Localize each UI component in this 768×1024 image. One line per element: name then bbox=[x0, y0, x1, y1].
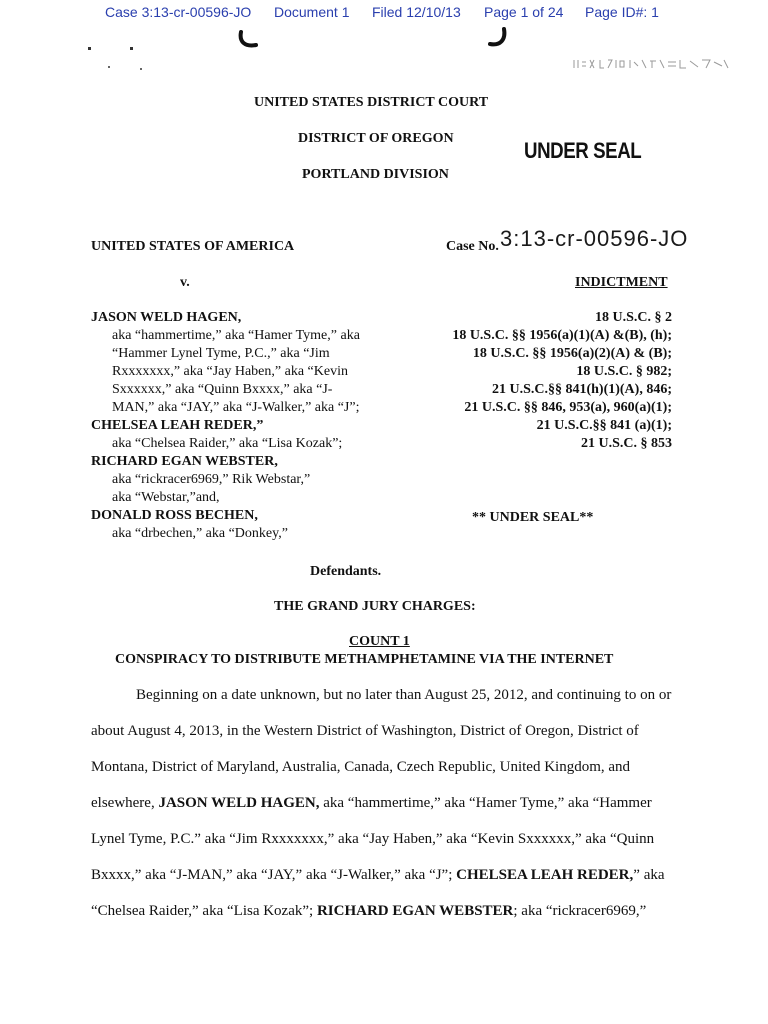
defendant-aka: “Hammer Lynel Tyme, P.C.,” aka “Jim bbox=[112, 346, 330, 361]
under-seal-note: ** UNDER SEAL** bbox=[472, 510, 594, 525]
defendant-name: RICHARD EGAN WEBSTER, bbox=[91, 454, 278, 469]
body-text: elsewhere, bbox=[91, 795, 159, 811]
scan-speck bbox=[130, 47, 133, 50]
case-number-label: Case No. bbox=[446, 239, 499, 254]
ecf-filed-date: Filed 12/10/13 bbox=[372, 4, 461, 20]
ecf-document: Document 1 bbox=[274, 4, 350, 20]
defendant-name: JASON WELD HAGEN, bbox=[91, 310, 242, 325]
body-defendant-name: JASON WELD HAGEN, bbox=[158, 795, 320, 811]
body-line-6 bbox=[91, 867, 665, 884]
court-district: DISTRICT OF OREGON bbox=[298, 131, 454, 146]
statute-citation: 21 U.S.C.§§ 841(h)(1)(A), 846; bbox=[491, 382, 672, 397]
statute-citation: 21 U.S.C. § 853 bbox=[580, 436, 672, 451]
body-line-5: Lynel Tyme, P.C.” aka “Jim Rxxxxxxx,” aka “Jay Haben,” aka “Kevin Sxxxxxx,” aka “Quinn bbox=[91, 831, 655, 847]
statute-citation: 18 U.S.C. § 982; bbox=[576, 364, 672, 379]
body-line-7 bbox=[91, 903, 646, 920]
plaintiff-name: UNITED STATES OF AMERICA bbox=[91, 239, 295, 254]
body-line-1: Beginning on a date unknown, but no later than August 25, 2012, and continuing to on or bbox=[136, 687, 672, 703]
faded-filing-stamp-icon bbox=[572, 56, 732, 72]
defendant-aka: aka “Chelsea Raider,” aka “Lisa Kozak”; bbox=[112, 436, 343, 451]
statute-citation: 21 U.S.C.§§ 841 (a)(1); bbox=[536, 418, 672, 433]
case-number-handwritten: 3:13-cr-00596-JO bbox=[500, 226, 689, 251]
body-line-2: about August 4, 2013, in the Western District of Washington, District of Oregon, District of bbox=[91, 723, 639, 739]
scan-speck bbox=[108, 66, 110, 68]
count-title: COUNT 1 bbox=[349, 634, 410, 649]
statute-citation: 18 U.S.C. §§ 1956(a)(1)(A) &(B), (h); bbox=[452, 328, 672, 343]
body-text: ” aka bbox=[633, 867, 665, 883]
defendant-aka: aka “Webstar,”and, bbox=[112, 490, 220, 505]
body-line-3: Montana, District of Maryland, Australia, Canada, Czech Republic, United Kingdom, and bbox=[91, 759, 631, 775]
body-text: “Chelsea Raider,” aka “Lisa Kozak”; bbox=[91, 903, 317, 919]
versus-label: v. bbox=[180, 275, 190, 290]
body-text: Bxxxx,” aka “J-MAN,” aka “JAY,” aka “J-Walker,” aka “J”; bbox=[91, 867, 457, 883]
grand-jury-heading: THE GRAND JURY CHARGES: bbox=[274, 599, 476, 614]
statute-list bbox=[452, 309, 672, 453]
statute-citation: 21 U.S.C. §§ 846, 953(a), 960(a)(1); bbox=[464, 400, 672, 415]
defendants-label: Defendants. bbox=[310, 564, 382, 579]
statute-citation: 18 U.S.C. § 2 bbox=[594, 310, 672, 325]
body-text: aka “hammertime,” aka “Hamer Tyme,” aka “Hammer bbox=[319, 795, 652, 811]
ecf-page-id: Page ID#: 1 bbox=[585, 4, 659, 20]
under-seal-stamp: UNDER SEAL bbox=[524, 138, 642, 163]
scan-speck bbox=[88, 47, 91, 50]
count-subtitle: CONSPIRACY TO DISTRIBUTE METHAMPHETAMINE VIA THE INTERNET bbox=[115, 652, 614, 667]
court-name: UNITED STATES DISTRICT COURT bbox=[254, 95, 489, 110]
scan-mark-left-icon bbox=[236, 28, 262, 50]
defendant-name: CHELSEA LEAH REDER,” bbox=[91, 418, 264, 433]
scan-speck bbox=[140, 68, 142, 70]
defendant-aka: MAN,” aka “JAY,” aka “J-Walker,” aka “J”; bbox=[112, 400, 360, 415]
ecf-page-count: Page 1 of 24 bbox=[484, 4, 564, 20]
defendants-list bbox=[91, 309, 360, 543]
defendant-aka: aka “hammertime,” aka “Hamer Tyme,” aka bbox=[112, 328, 360, 343]
document-type: INDICTMENT bbox=[575, 275, 668, 290]
scan-mark-right-icon bbox=[484, 26, 510, 50]
defendant-name: DONALD ROSS BECHEN, bbox=[91, 508, 258, 523]
body-line-4 bbox=[91, 795, 652, 812]
defendant-aka: aka “drbechen,” aka “Donkey,” bbox=[112, 526, 288, 541]
defendant-aka: Rxxxxxxx,” aka “Jay Haben,” aka “Kevin bbox=[112, 364, 348, 379]
body-defendant-name: CHELSEA LEAH REDER, bbox=[456, 867, 634, 883]
defendant-aka: Sxxxxxx,” aka “Quinn Bxxxx,” aka “J- bbox=[112, 382, 333, 397]
body-text: ; aka “rickracer6969,” bbox=[513, 903, 647, 919]
court-division: PORTLAND DIVISION bbox=[302, 167, 449, 182]
defendant-aka: aka “rickracer6969,” Rik Webstar,” bbox=[112, 472, 311, 487]
body-defendant-name: RICHARD EGAN WEBSTER bbox=[316, 903, 514, 919]
statute-citation: 18 U.S.C. §§ 1956(a)(2)(A) & (B); bbox=[472, 346, 672, 361]
ecf-case-number: Case 3:13-cr-00596-JO bbox=[105, 4, 252, 20]
